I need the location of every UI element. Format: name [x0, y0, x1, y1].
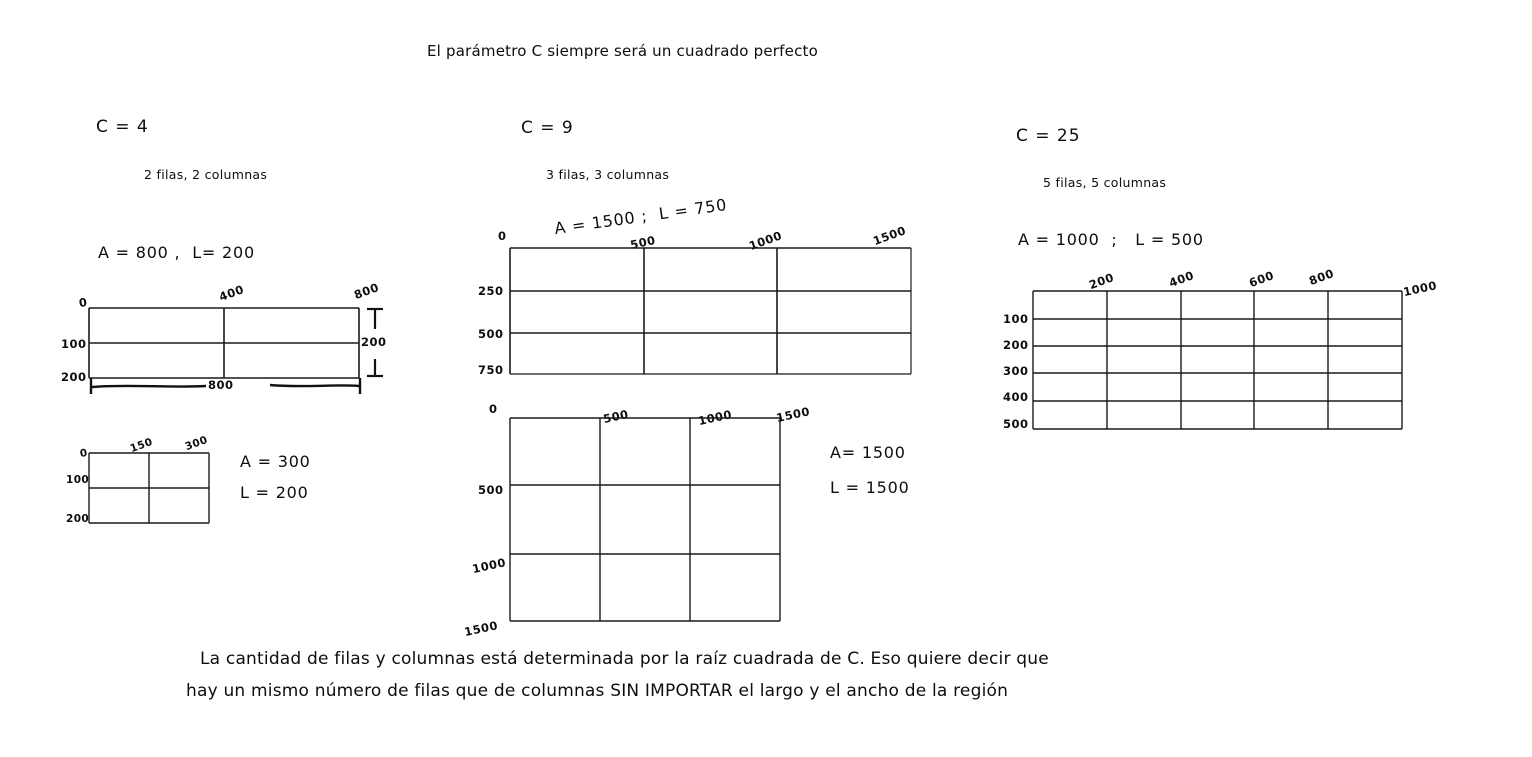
- c9-ex1-xtick-1: 500: [629, 233, 657, 253]
- caption-line-1: La cantidad de filas y columnas está determinada por la raíz cuadrada de C. Eso quiere decir que: [200, 649, 1049, 669]
- c9-ex1-xtick-0: 0: [498, 229, 507, 243]
- c9-ex2-xtick-2: 1000: [697, 407, 734, 429]
- c4-ex1-dimensions-label: A = 800 , L= 200: [98, 243, 255, 262]
- c4-ex2-a-label: A = 300: [240, 452, 311, 471]
- c4-ex1-height-value: 200: [361, 335, 387, 349]
- c9-heading: C = 9: [521, 118, 574, 138]
- c9-ex1-xtick-3: 1500: [871, 223, 908, 249]
- c9-ex2-a-label: A= 1500: [830, 443, 906, 462]
- c9-ex2-xtick-1: 500: [602, 407, 630, 427]
- c9-ex2-grid: [509, 417, 781, 622]
- c9-ex2-ytick-2: 1000: [471, 555, 508, 577]
- c4-ex2-xtick-0: 0: [79, 447, 89, 461]
- c4-ex2-l-label: L = 200: [240, 483, 309, 502]
- c9-ex1-ytick-1: 250: [478, 284, 504, 298]
- c9-ex1-dimensions-label: A = 1500 ; L = 750: [553, 194, 729, 239]
- c4-ex1-grid: [88, 307, 360, 379]
- c4-subtitle: 2 filas, 2 columnas: [144, 167, 268, 182]
- c4-heading: C = 4: [96, 117, 149, 137]
- c9-ex1-xtick-2: 1000: [747, 228, 784, 254]
- c25-ex1-dimensions-label: A = 1000 ; L = 500: [1018, 230, 1204, 249]
- c25-ex1-xtick-0: 200: [1087, 270, 1116, 293]
- c9-ex2-ytick-1: 500: [478, 483, 504, 497]
- c4-ex1-ytick-2: 200: [61, 370, 87, 384]
- c9-ex2-xtick-0: 0: [489, 402, 498, 416]
- c4-ex1-xtick-1: 400: [217, 282, 246, 305]
- c25-ex1-xtick-1: 400: [1167, 268, 1196, 291]
- c4-ex2-grid: [88, 452, 210, 524]
- c9-ex2-ytick-3: 1500: [463, 618, 500, 640]
- c25-ex1-xtick-2: 600: [1247, 268, 1276, 291]
- c9-ex2-xtick-3: 1500: [775, 404, 812, 426]
- c4-ex1-ytick-1: 100: [61, 337, 87, 351]
- c4-ex1-xtick-0: 0: [77, 294, 89, 311]
- c4-ex1-width-value: 800: [208, 378, 234, 392]
- c9-ex2-l-label: L = 1500: [830, 478, 910, 497]
- c25-subtitle: 5 filas, 5 columnas: [1043, 175, 1167, 190]
- page-title: El parámetro C siempre será un cuadrado perfecto: [427, 42, 818, 60]
- c9-ex1-ytick-2: 500: [478, 327, 504, 341]
- c25-ex1-grid: [1032, 290, 1403, 431]
- c25-heading: C = 25: [1016, 126, 1081, 146]
- caption-line-2: hay un mismo número de filas que de columnas SIN IMPORTAR el largo y el ancho de la región: [186, 681, 1009, 701]
- c4-ex2-xtick-2: 300: [183, 433, 210, 454]
- c25-ex1-ytick-4: 500: [1003, 417, 1029, 431]
- c9-ex1-grid: [509, 247, 912, 375]
- c25-ex1-ytick-3: 400: [1003, 390, 1029, 404]
- c25-ex1-ytick-0: 100: [1003, 312, 1029, 326]
- c4-ex2-xtick-1: 150: [128, 435, 155, 456]
- c4-ex1-xtick-2: 800: [352, 280, 381, 303]
- c9-subtitle: 3 filas, 3 columnas: [546, 167, 670, 182]
- c4-ex2-ytick-1: 100: [66, 474, 90, 486]
- c4-ex2-ytick-2: 200: [66, 513, 90, 525]
- c25-ex1-ytick-1: 200: [1003, 338, 1029, 352]
- c25-ex1-xtick-4: 1000: [1402, 278, 1439, 300]
- c25-ex1-ytick-2: 300: [1003, 364, 1029, 378]
- c9-ex1-ytick-3: 750: [478, 363, 504, 377]
- c25-ex1-xtick-3: 800: [1307, 266, 1336, 289]
